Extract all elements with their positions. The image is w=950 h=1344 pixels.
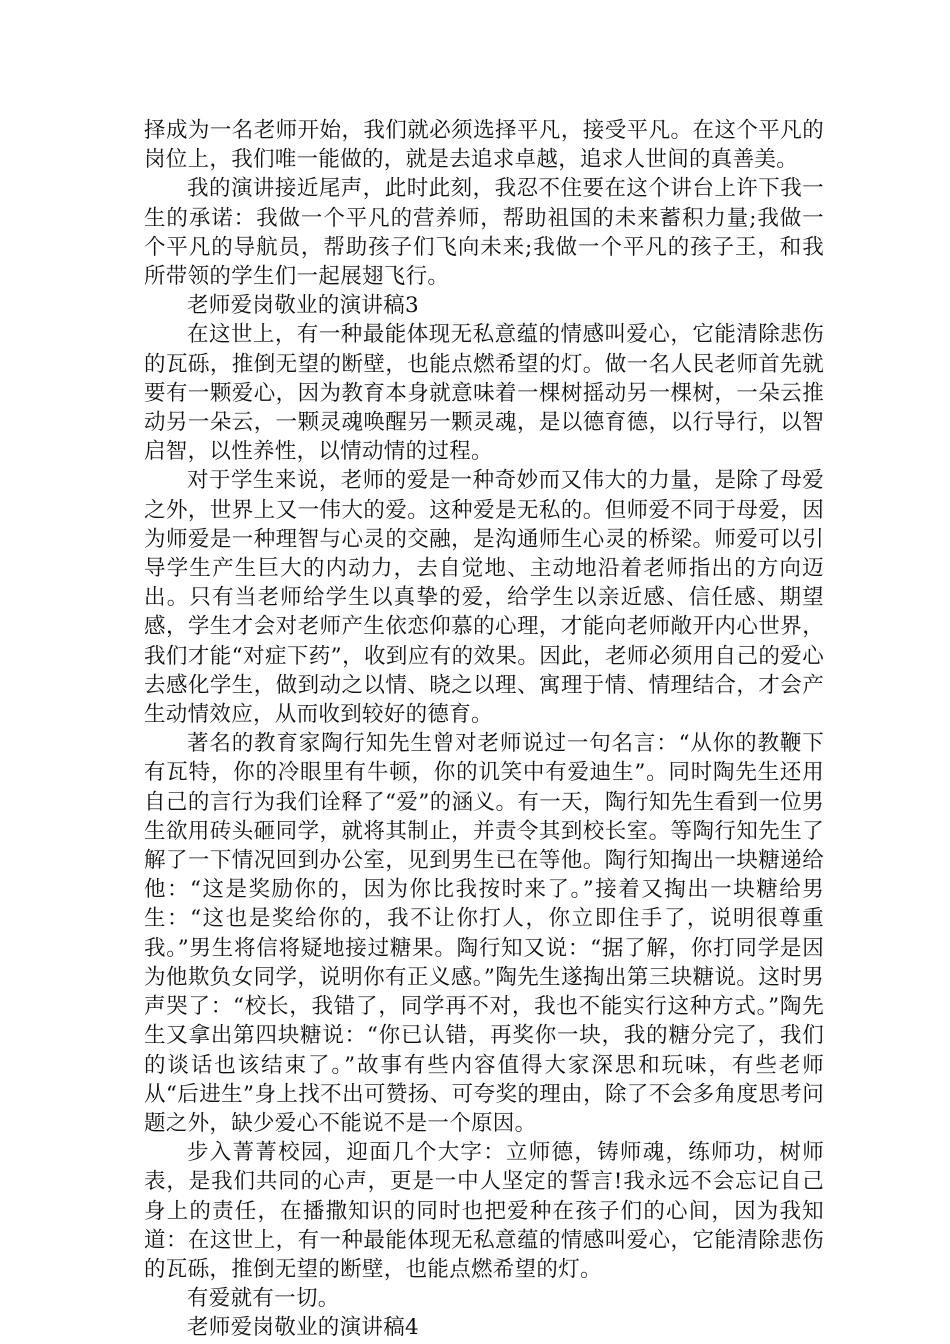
section-heading-4: 老师爱岗敬业的演讲稿4 (187, 1315, 419, 1341)
paragraph-love-definition: 在这世上，有一种最能体现无私意蕴的情感叫爱心，它能清除悲伤的瓦砾，推倒无望的断壁，也能点燃希望的灯。做一名人民老师首先就要有一颗爱心，因为教育本身就意味着一棵树摇动另一棵树，一朵云推动另一朵云，一颗灵魂唤醒另一颗灵魂，是以德育德，以行导行，以智启智，以性养性，以情动情的过程。 (144, 322, 824, 465)
paragraph-campus-oath: 步入菁菁校园，迎面几个大字：立师德，铸师魂，练师功，树师表，是我们共同的心声，更是一中人坚定的誓言!我永远不会忘记自己身上的责任，在播撒知识的同时也把爱种在孩子们的心间，因为我知道：在这世上，有一种最能体现无私意蕴的情感叫爱心，它能清除悲伤的瓦砾，推倒无望的断壁，也能点燃希望的灯。 (144, 1140, 824, 1282)
paragraph-closing-pledge: 我的演讲接近尾声，此时此刻，我忍不住要在这个讲台上许下我一生的承诺：我做一个平凡的营养师，帮助祖国的未来蓄积力量;我做一个平凡的导航员，帮助孩子们飞向未来;我做一个平凡的孩子王，和我所带领的学生们一起展翅飞行。 (144, 176, 824, 290)
paragraph-teacher-love: 对于学生来说，老师的爱是一种奇妙而又伟大的力量，是除了母爱之外，世界上又一伟大的爱。这种爱是无私的。但师爱不同于母爱，因为师爱是一种理智与心灵的交融，是沟通师生心灵的桥梁。师爱可以引导学生产生巨大的内动力，去自觉地、主动地沿着老师指出的方向迈出。只有当老师给学生以真挚的爱，给学生以亲近感、信任感、期望感，学生才会对老师产生依恋仰慕的心理，才能向老师敞开内心世界，我们才能“对症下药”，收到应有的效果。因此，老师必须用自己的爱心去感化学生，做到动之以情、晓之以理、寓理于情、情理结合，才会产生动情效应，从而收到较好的德育。 (144, 468, 824, 728)
paragraph-tao-xingzhi-story: 著名的教育家陶行知先生曾对老师说过一句名言：“从你的教鞭下有瓦特，你的冷眼里有牛顿，你的讥笑中有爱迪生”。同时陶先生还用自己的言行为我们诠释了“爱”的涵义。有一天，陶行知先生看到一位男生欲用砖头砸同学，就将其制止，并责令其到校长室。等陶行知先生了解了一下情况回到办公室，见到男生已在等他。陶行知掏出一块糖递给他：“这是奖励你的，因为你比我按时来了。”接着又掏出一块糖给男生：“这也是奖给你的，我不让你打人，你立即住手了，说明很尊重我。”男生将信将疑地接过糖果。陶行知又说：“据了解，你打同学是因为他欺负女同学，说明你有正义感。”陶先生遂掏出第三块糖说。这时男声哭了：“校长，我错了，同学再不对，我也不能实行这种方式。”陶先生又拿出第四块糖说：“你已认错，再奖你一块，我的糖分完了，我们的谈话也该结束了。”故事有些内容值得大家深思和玩味，有些老师从“后进生”身上找不出可赞扬、可夸奖的理由，除了不会多角度思考问题之外，缺少爱心不能说不是一个原因。 (144, 731, 824, 1136)
document-page (144, 116, 824, 1343)
paragraph-conclusion: 有爱就有一切。 (187, 1286, 340, 1312)
paragraph-continuation: 择成为一名老师开始，我们就必须选择平凡，接受平凡。在这个平凡的岗位上，我们唯一能做的，就是去追求卓越，追求人世间的真善美。 (144, 118, 824, 173)
section-heading-3: 老师爱岗敬业的演讲稿3 (187, 293, 419, 319)
